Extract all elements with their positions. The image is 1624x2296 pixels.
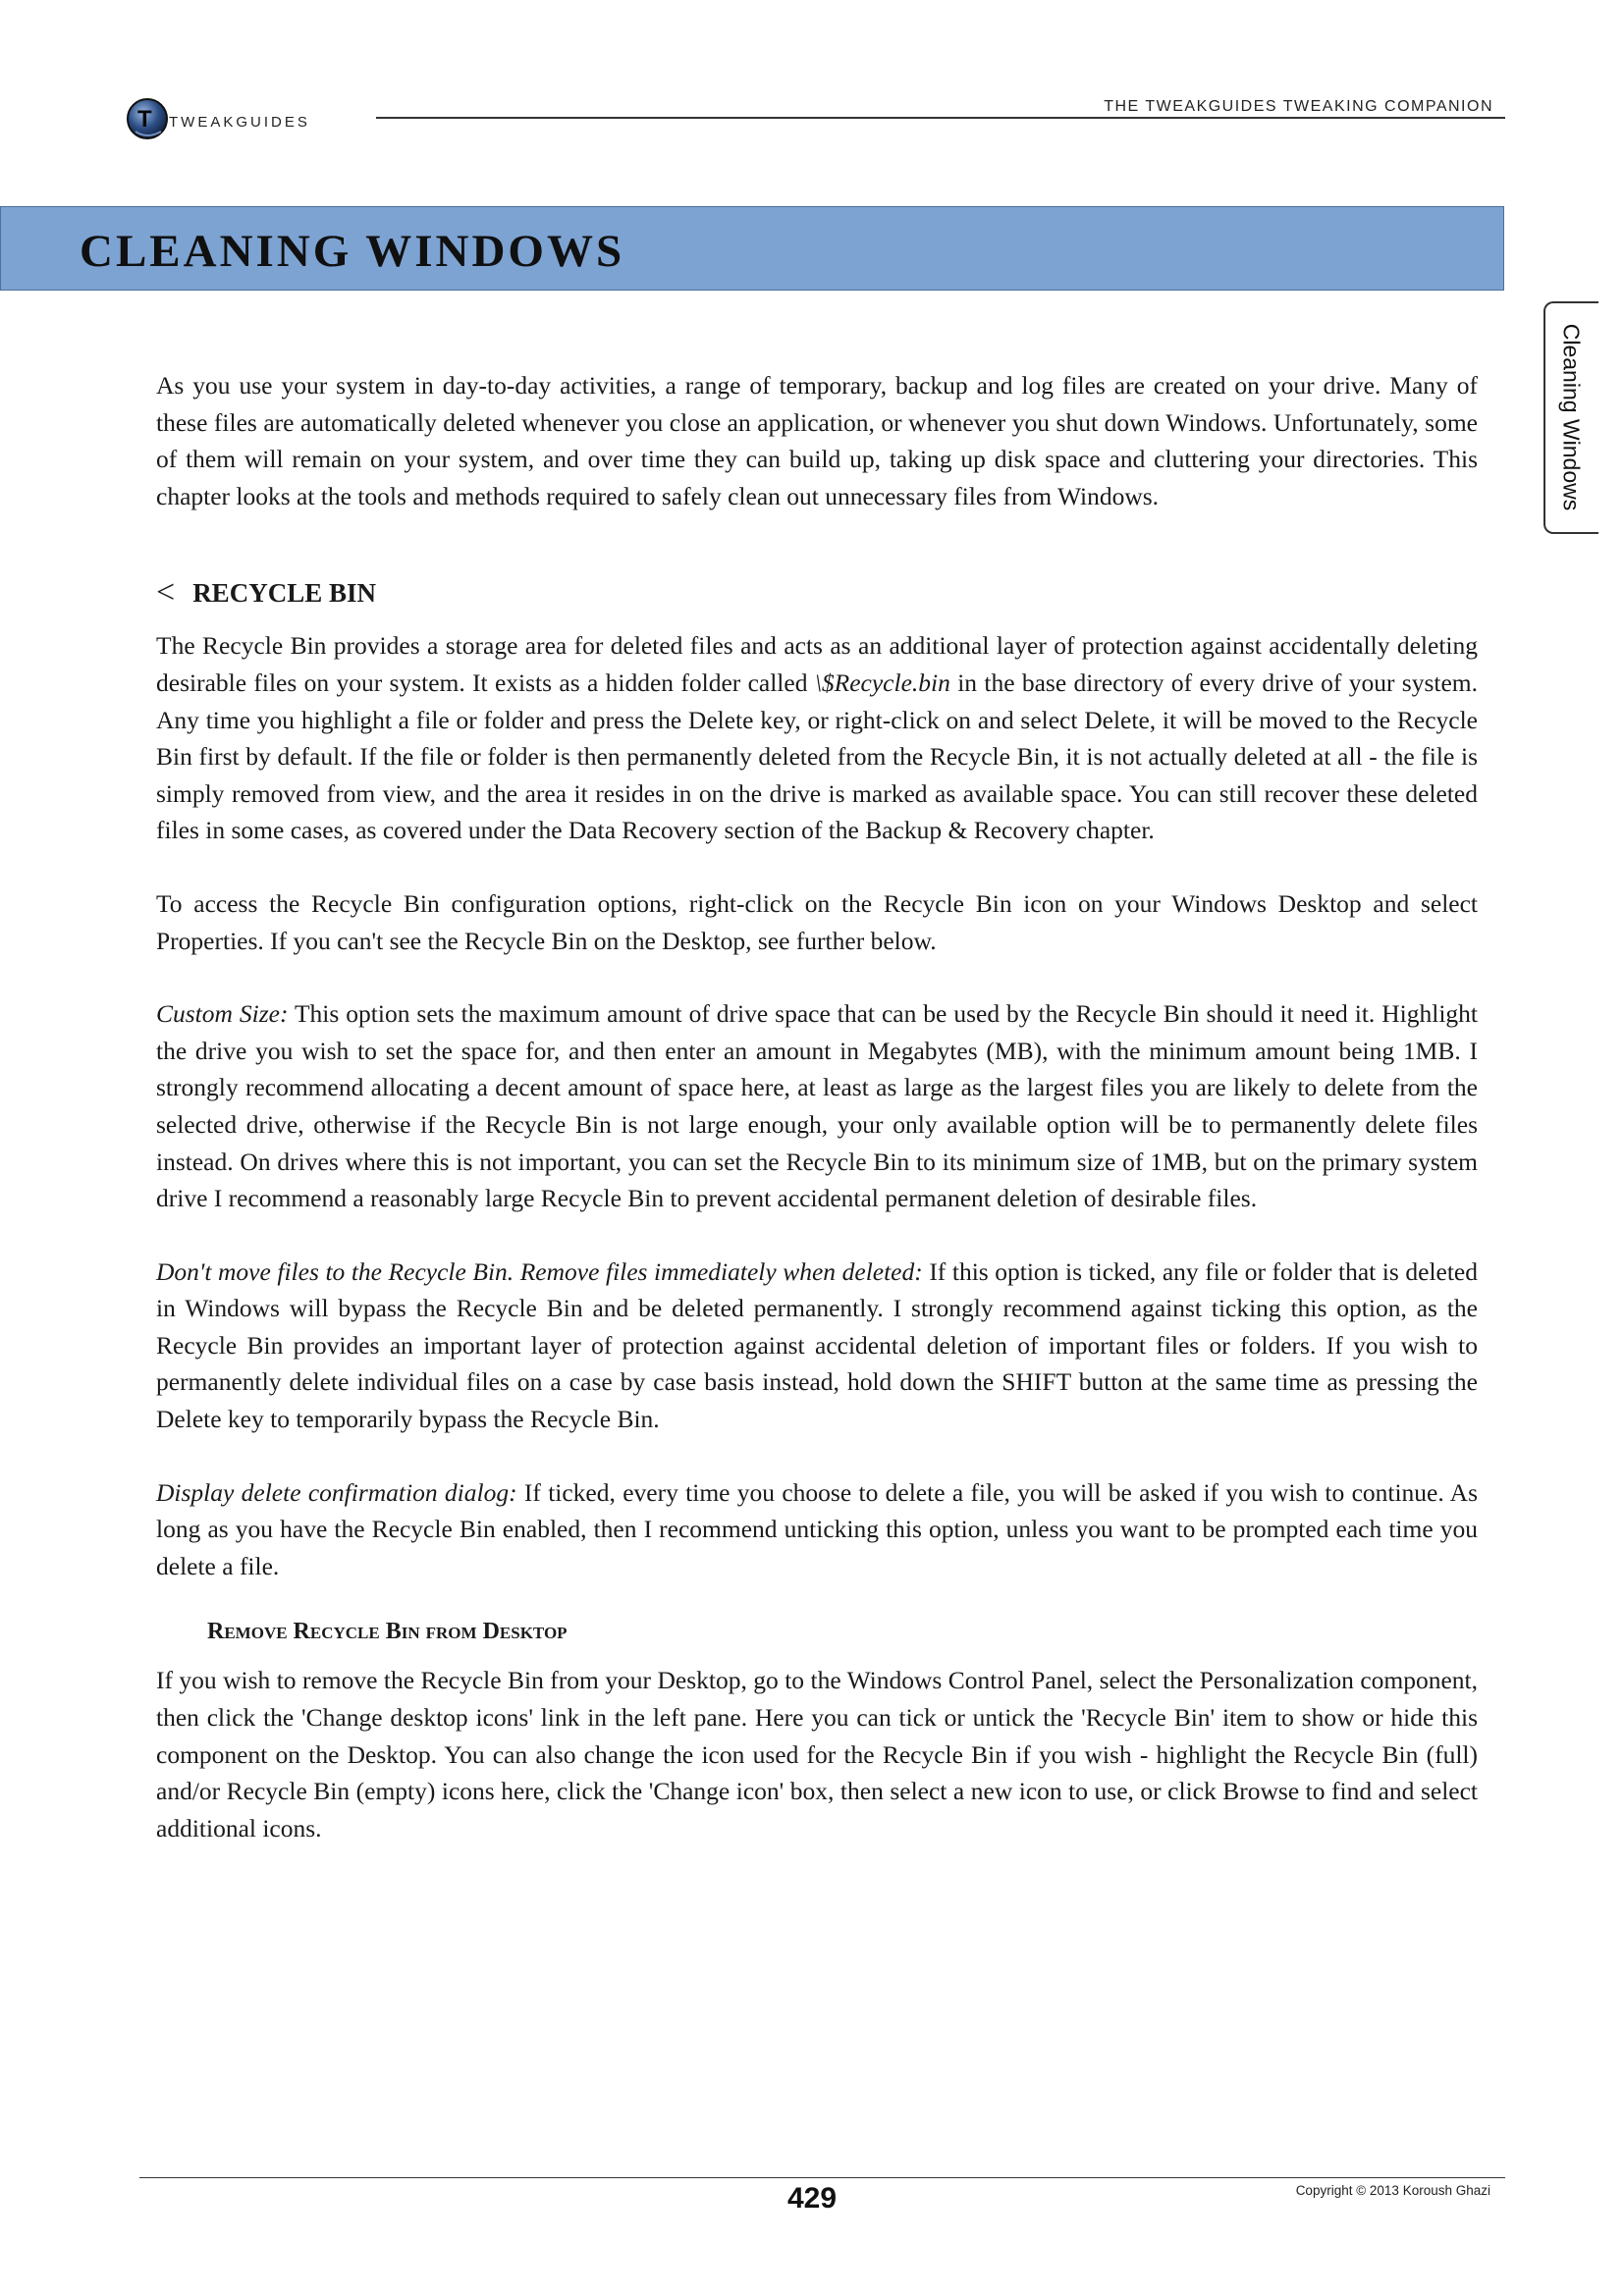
page-content [156, 367, 1478, 1883]
option-description: If this option is ticked, any file or folder that is deleted in Windows will bypass the Recycle Bin and be deleted permanently. I strongly recommend against ticking this option, as the Recycle Bin provides an important layer of protection against accidental deletion of important files or folders. If you wish to permanently delete individual files on a case by case basis instead, hold down the SHIFT button at the same time as pressing the Delete key to temporarily bypass the Recycle Bin. [156, 1256, 1478, 1434]
option-description: This option sets the maximum amount of drive space that can be used by the Recycle Bin should it need it. Highlight the drive you wish to set the space for, and then enter an amount in Megabytes (MB), with the minimum amount being 1MB. I strongly recommend allocating a decent amount of space here, at least as large as the largest files you are likely to delete from the selected drive, otherwise if the Recycle Bin is not large enough, your only available option will be to permanently delete files instead. On drives where this is not important, you can set the Recycle Bin to its minimum size of 1MB, but on the primary system drive I recommend a reasonably large Recycle Bin to prevent accidental permanent deletion of desirable files. [156, 999, 1478, 1213]
custom-size-paragraph [156, 995, 1478, 1217]
copyright-notice: Copyright © 2013 Koroush Ghazi [1295, 2183, 1490, 2198]
section-heading [156, 573, 1478, 613]
option-term: Custom Size: [156, 999, 289, 1029]
folder-path: \$Recycle.bin [814, 667, 950, 697]
page-number: 429 [786, 2182, 838, 2215]
access-options-paragraph: To access the Recycle Bin configuration options, right-click on the Recycle Bin icon on your Windows Desktop and select Properties. If you can't see the Recycle Bin on the Desktop, see further below. [156, 888, 1478, 955]
running-title: THE TWEAKGUIDES TWEAKING COMPANION [1104, 98, 1493, 115]
intro-paragraph: As you use your system in day-to-day activities, a range of temporary, backup and log files are created on your drive. Many of these files are automatically deleted whenever you close an application, or whenever you shut down Windows. Unfortunately, some of them will remain on your system, and over time they can build up, taking up disk space and cluttering your directories. This chapter looks at the tools and methods required to safely clean out unnecessary files from Windows. [156, 371, 1478, 510]
chevron-icon: < [156, 574, 176, 612]
footer-rule [139, 2177, 1505, 2178]
logo-wordmark: TWEAKGUIDES [169, 114, 310, 131]
option-term: Don't move files to the Recycle Bin. Remove files immediately when deleted: [156, 1256, 923, 1286]
svg-text:T: T [137, 106, 152, 133]
paragraph-text: The Recycle Bin provides a storage area for deleted files and acts as an additional layer of protection against accidentally deleting desirable files on your system. It exists as a hidden folder called [156, 631, 1478, 697]
display-confirm-paragraph [156, 1474, 1478, 1585]
subsection-heading: Remove Recycle Bin from Desktop [207, 1619, 568, 1645]
tweakguides-logo [126, 94, 361, 143]
paragraph-text: in the base directory of every drive of your system. Any time you highlight a file or folder and press the Delete key, or right-click on and select Delete, it will be moved to the Recycle Bin first by default. If the file or folder is then permanently deleted from the Recycle Bin, it is not actually deleted at all - the file is simply removed from view, and the area it resides in on the drive is marked as available space. You can still recover these deleted files in some cases, as covered under the Data Recovery section of the Backup & Recovery chapter. [156, 667, 1479, 845]
remove-recycle-bin-paragraph: If you wish to remove the Recycle Bin from your Desktop, go to the Windows Control Panel, select the Personalization component, then click the 'Change desktop icons' link in the left pane. Here you can tick or untick the 'Recycle Bin' item to show or hide this component on the Desktop. You can also change the icon used for the Recycle Bin if you wish - highlight the Recycle Bin (full) and/or Recycle Bin (empty) icons here, click the 'Change icon' box, then select a new icon to use, or click Browse to find and select additional icons. [156, 1666, 1478, 1842]
header-rule [376, 117, 1505, 119]
section-title: RECYCLE BIN [192, 578, 376, 609]
chapter-title: CLEANING WINDOWS [80, 226, 625, 277]
recycle-bin-paragraph [156, 627, 1478, 849]
option-description: If ticked, every time you choose to delete a file, you will be asked if you wish to continue. As long as you have the Recycle Bin enabled, then I recommend unticking this option, unless you want to be prompted each time you delete a file. [156, 1477, 1478, 1580]
dont-move-paragraph [156, 1254, 1478, 1438]
chapter-side-tab-label: Cleaning Windows [1558, 323, 1585, 511]
chapter-banner [0, 206, 1504, 291]
option-term: Display delete confirmation dialog: [156, 1477, 517, 1507]
